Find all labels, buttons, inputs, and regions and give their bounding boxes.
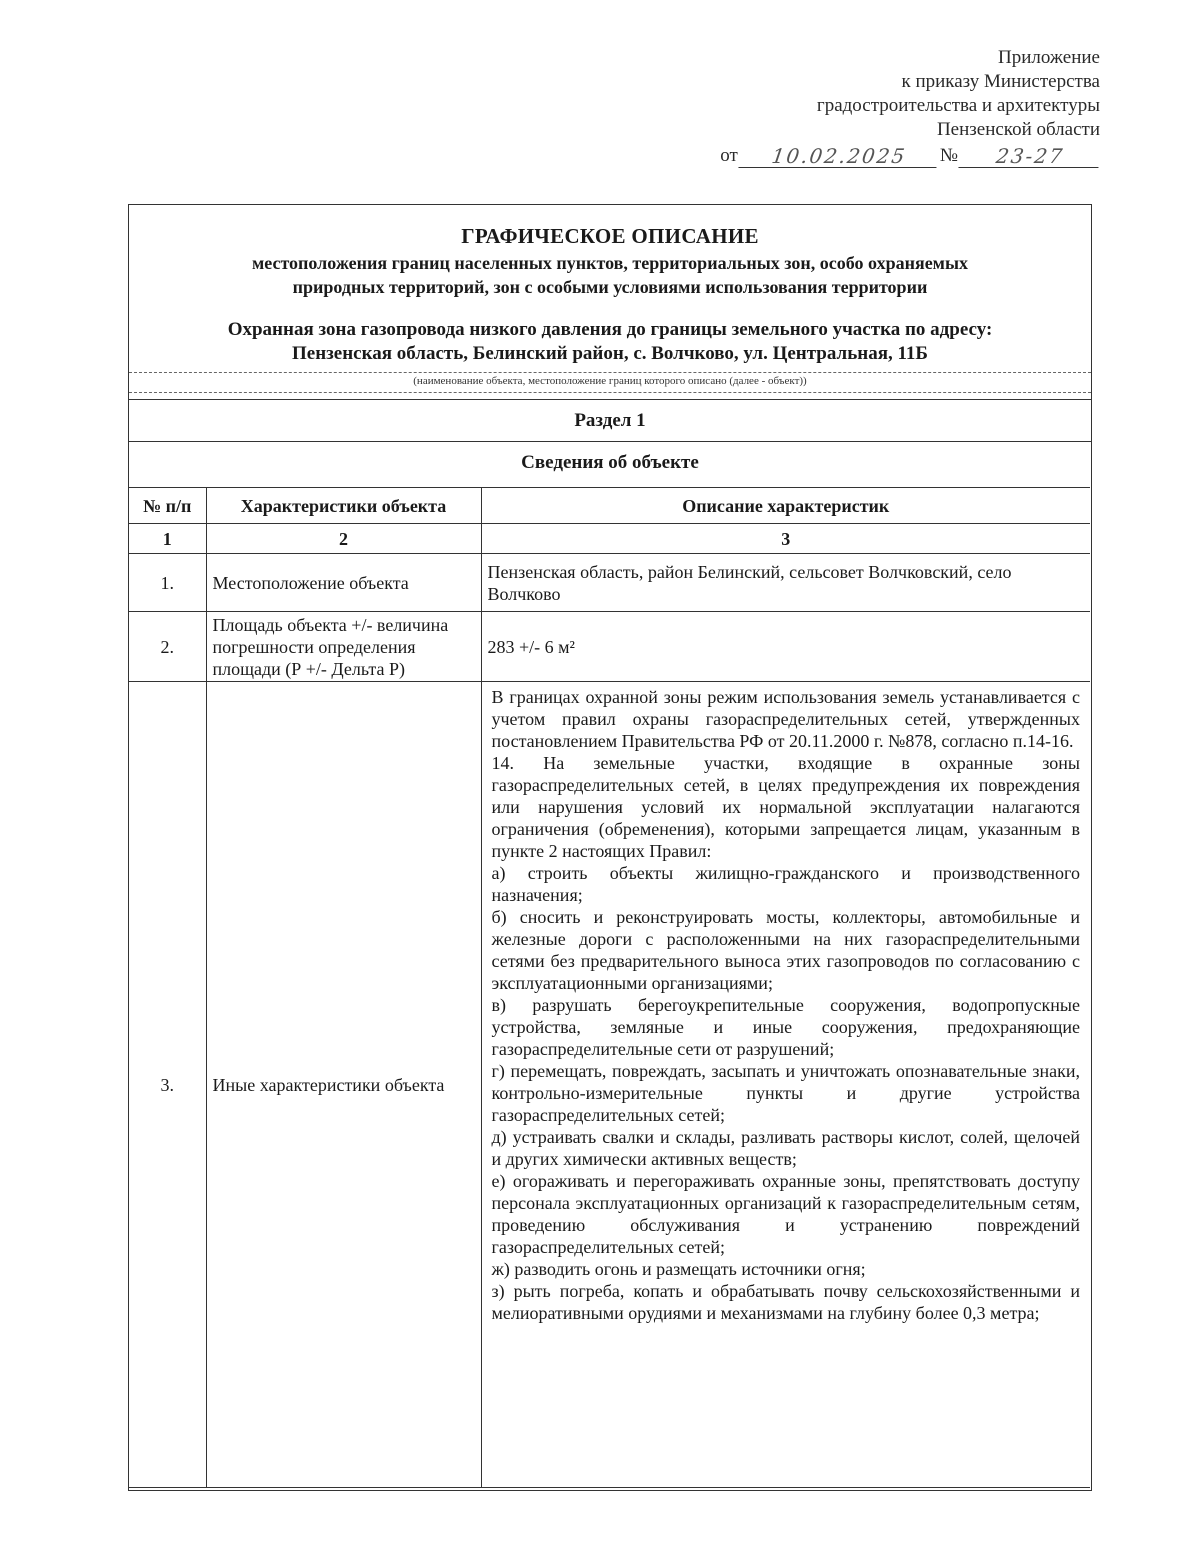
row-characteristic: Местоположение объекта: [206, 554, 481, 612]
table-row: [129, 682, 1090, 1488]
column-number: 1: [129, 524, 206, 554]
object-name-2: Пензенская область, Белинский район, с. Волчково, ул. Центральная, 11Б: [291, 343, 928, 364]
divider: [129, 392, 1091, 393]
description-paragraph: д) устраивать свалки и склады, разливать растворы кислот, солей, щелочей и других химически активных веществ;: [491, 1127, 1080, 1169]
subsection-heading: Сведения об объекте: [129, 441, 1091, 484]
row-number: 1.: [129, 554, 206, 612]
object-caption: (наименование объекта, местоположение границ которого описано (далее - объект)): [413, 375, 807, 387]
object-info-table: [129, 487, 1090, 1488]
description-paragraph: г) перемещать, повреждать, засыпать и уничтожать опознавательные знаки, контрольно-измерительные пункты и другие устройства газораспределительных сетей;: [491, 1061, 1080, 1125]
title-subtitle-2: природных территорий, зон с особыми условиями использования территории: [292, 277, 928, 297]
row-number: 3.: [129, 682, 206, 1488]
document-title: ГРАФИЧЕСКОЕ ОПИСАНИЕ: [461, 224, 759, 248]
order-date-number: [718, 144, 1100, 168]
row-number: 2.: [129, 612, 206, 682]
header-line-2: к приказу Министерства: [901, 71, 1100, 92]
description-paragraph: В границах охранной зоны режим использования земель устанавливается с учетом правил охраны газораспределительных сетей, утвержденных постановлением Правительства РФ от 20.11.2000 г. №878, согласно п.14-16.: [491, 687, 1080, 751]
column-number: 3: [481, 524, 1090, 554]
table-header: Характеристики объекта: [206, 488, 481, 524]
row-characteristic: Площадь объекта +/- величина погрешности определения площади (Р +/- Дельта Р): [206, 612, 481, 682]
row-description: 283 +/- 6 м²: [481, 612, 1090, 682]
description-paragraph: з) рыть погреба, копать и обрабатывать почву сельскохозяйственными и мелиоративными орудиями и механизмами на глубину более 0,3 метра;: [491, 1281, 1080, 1323]
table-row: [129, 554, 1090, 612]
row-description: Пензенская область, район Белинский, сельсовет Волчковский, село Волчково: [481, 554, 1090, 612]
document-header: [718, 46, 1100, 168]
number-label: №: [939, 145, 958, 166]
table-header-row: [129, 488, 1090, 524]
section-heading: Раздел 1: [129, 399, 1091, 442]
header-line-4: Пензенской области: [936, 119, 1100, 140]
table-header: № п/п: [129, 488, 206, 524]
description-paragraph: в) разрушать берегоукрепительные сооружения, водопропускные устройства, земляные и иные сооружения, предохраняющие газораспределительные сети от разрушений;: [491, 995, 1080, 1059]
from-label: от: [720, 145, 738, 166]
object-name-1: Охранная зона газопровода низкого давления до границы земельного участка по адресу:: [227, 319, 993, 340]
row-description: [481, 682, 1090, 1488]
title-block: [129, 205, 1091, 393]
divider: [129, 372, 1091, 373]
header-line-3: градостроительства и архитектуры: [816, 95, 1100, 116]
document-frame: [128, 204, 1092, 1491]
description-paragraph: б) сносить и реконструировать мосты, коллекторы, автомобильные и железные дороги с расположенными на них газораспределительными сетями без предварительного выноса этих газопроводов по согласованию с эксплуатационными организациями;: [491, 907, 1080, 993]
row-characteristic: Иные характеристики объекта: [206, 682, 481, 1488]
order-number: 23-27: [958, 145, 1101, 168]
description-paragraph: ж) разводить огонь и размещать источники огня;: [491, 1259, 866, 1279]
header-line-1: Приложение: [998, 47, 1100, 68]
table-row: [129, 612, 1090, 682]
column-number-row: [129, 524, 1090, 554]
description-paragraph: е) огораживать и перегораживать охранные зоны, препятствовать доступу персонала эксплуатационных организаций к газораспределительным сетям, проведению обслуживания и устранению повреждений газораспределительных сетей;: [491, 1171, 1080, 1257]
description-paragraph: 14. На земельные участки, входящие в охранные зоны газораспределительных сетей, в целях предупреждения их повреждения или нарушения условий их нормальной эксплуатации налагаются ограничения (обременения), которыми запрещается лицам, указанным в пункте 2 настоящих Правил:: [491, 753, 1080, 861]
title-subtitle-1: местоположения границ населенных пунктов, территориальных зон, особо охраняемых: [251, 253, 968, 273]
description-paragraph: а) строить объекты жилищно-гражданского и производственного назначения;: [491, 863, 1080, 905]
order-date: 10.02.2025: [738, 145, 939, 168]
column-number: 2: [206, 524, 481, 554]
table-header: Описание характеристик: [481, 488, 1090, 524]
